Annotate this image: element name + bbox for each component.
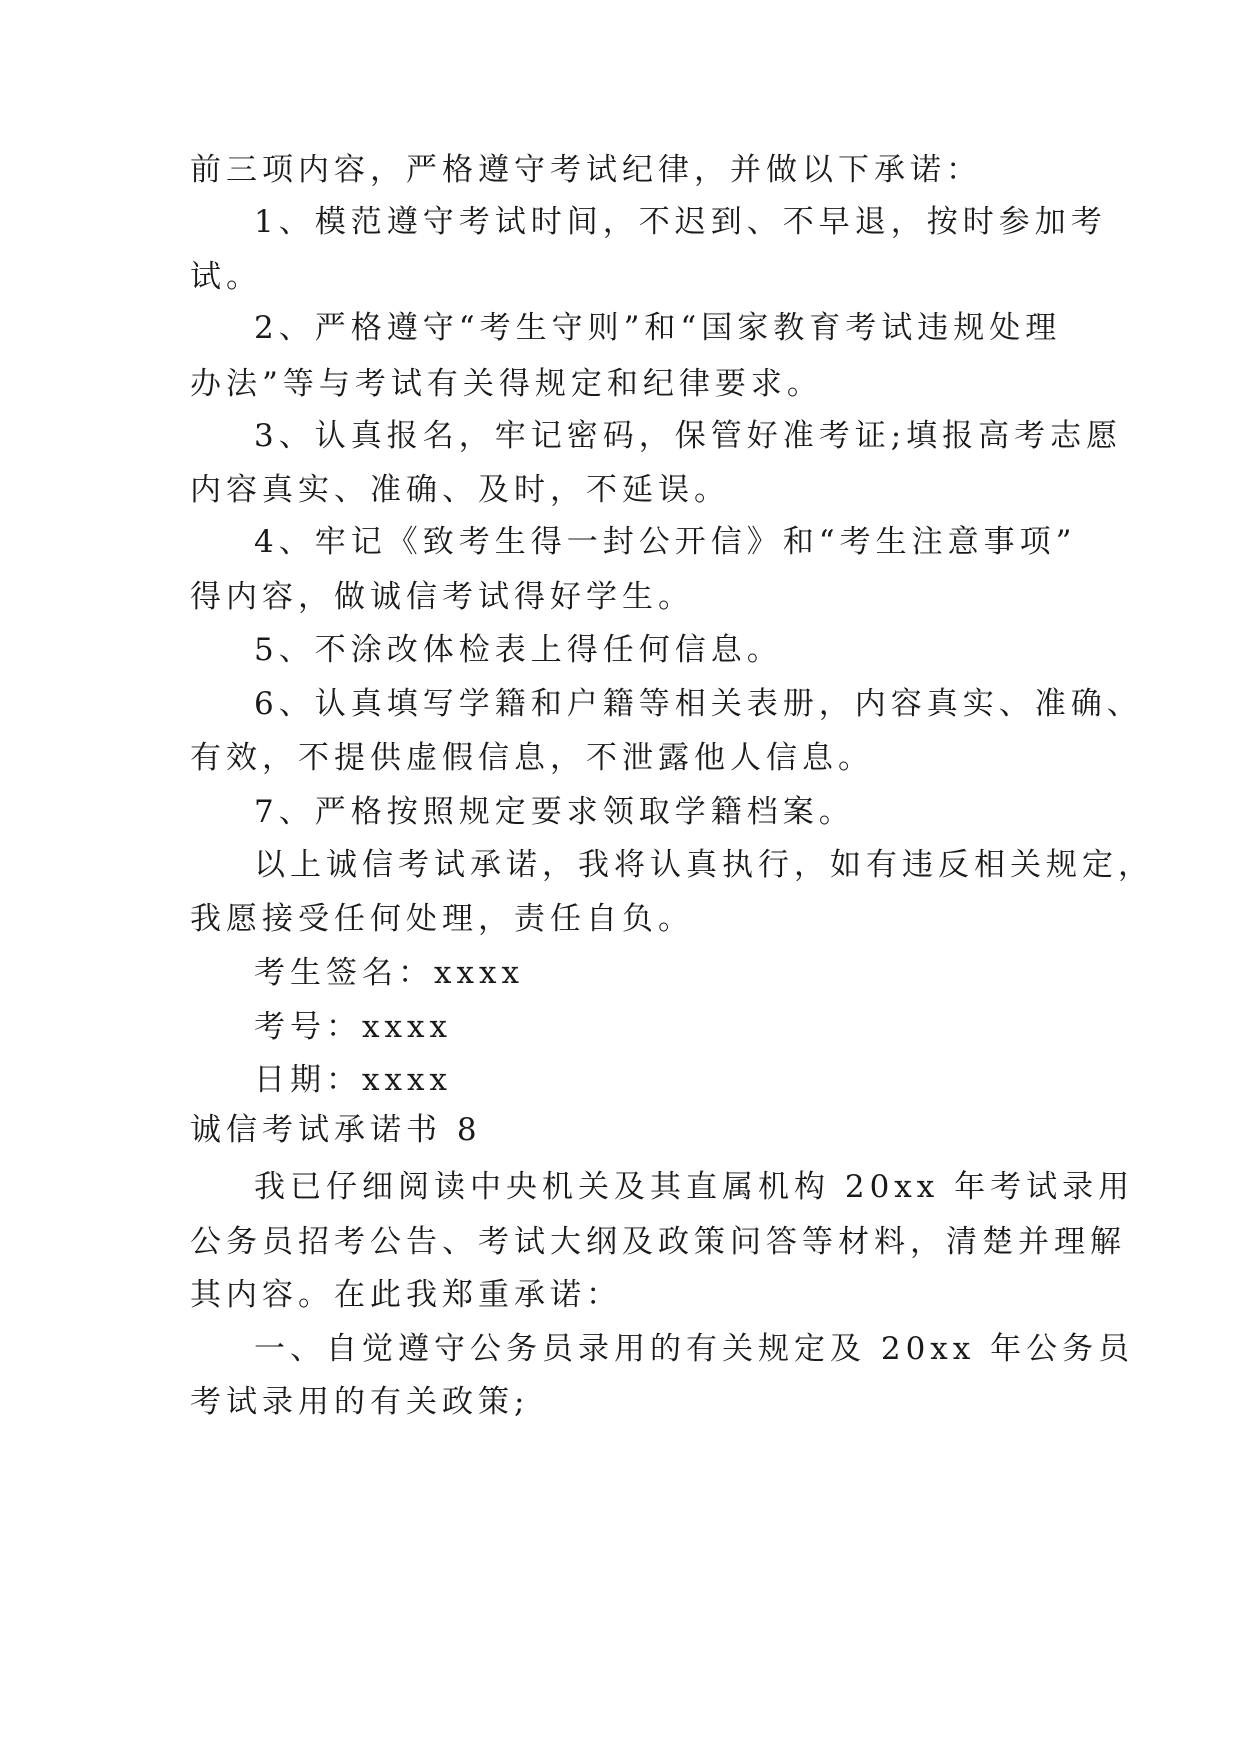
paragraph-line: 得内容，做诚信考试得好学生。 (190, 579, 694, 615)
paragraph-line: 6、认真填写学籍和户籍等相关表册，内容真实、准确、 (254, 686, 1143, 722)
paragraph-line: 3、认真报名，牢记密码，保管好准考证;填报高考志愿 (254, 418, 1123, 454)
paragraph-line: 考试录用的有关政策; (190, 1384, 530, 1420)
paragraph-line: 5、不涂改体检表上得任何信息。 (254, 632, 783, 668)
section-heading: 诚信考试承诺书 8 (190, 1112, 482, 1148)
paragraph-line: 我已仔细阅读中央机关及其直属机构 20xx 年考试录用 (254, 1169, 1135, 1205)
date-line: 日期：xxxx (254, 1062, 452, 1098)
paragraph-line: 前三项内容，严格遵守考试纪律，并做以下承诺： (190, 152, 982, 188)
paragraph-line: 1、模范遵守考试时间，不迟到、不早退，按时参加考 (254, 204, 1107, 240)
paragraph-line: 内容真实、准确、及时，不延误。 (190, 472, 730, 508)
paragraph-line: 一、自觉遵守公务员录用的有关规定及 20xx 年公务员 (254, 1331, 1135, 1367)
paragraph-line: 有效，不提供虚假信息，不泄露他人信息。 (190, 740, 874, 776)
paragraph-line: 试。 (190, 259, 262, 295)
paragraph-line: 其内容。在此我郑重承诺： (190, 1277, 622, 1313)
paragraph-line: 7、严格按照规定要求领取学籍档案。 (254, 794, 855, 830)
paragraph-line: 办法”等与考试有关得规定和纪律要求。 (190, 366, 823, 402)
paragraph-line: 我愿接受任何处理，责任自负。 (190, 901, 694, 937)
exam-number-line: 考号：xxxx (254, 1009, 452, 1045)
paragraph-line: 公务员招考公告、考试大纲及政策问答等材料，清楚并理解 (190, 1224, 1126, 1260)
paragraph-line: 2、严格遵守“考生守则”和“国家教育考试违规处理 (254, 310, 1062, 346)
paragraph-line: 4、牢记《致考生得一封公开信》和“考生注意事项” (254, 524, 1077, 560)
paragraph-line: 以上诚信考试承诺，我将认真执行，如有违反相关规定， (254, 847, 1154, 883)
signature-line: 考生签名：xxxx (254, 955, 524, 991)
